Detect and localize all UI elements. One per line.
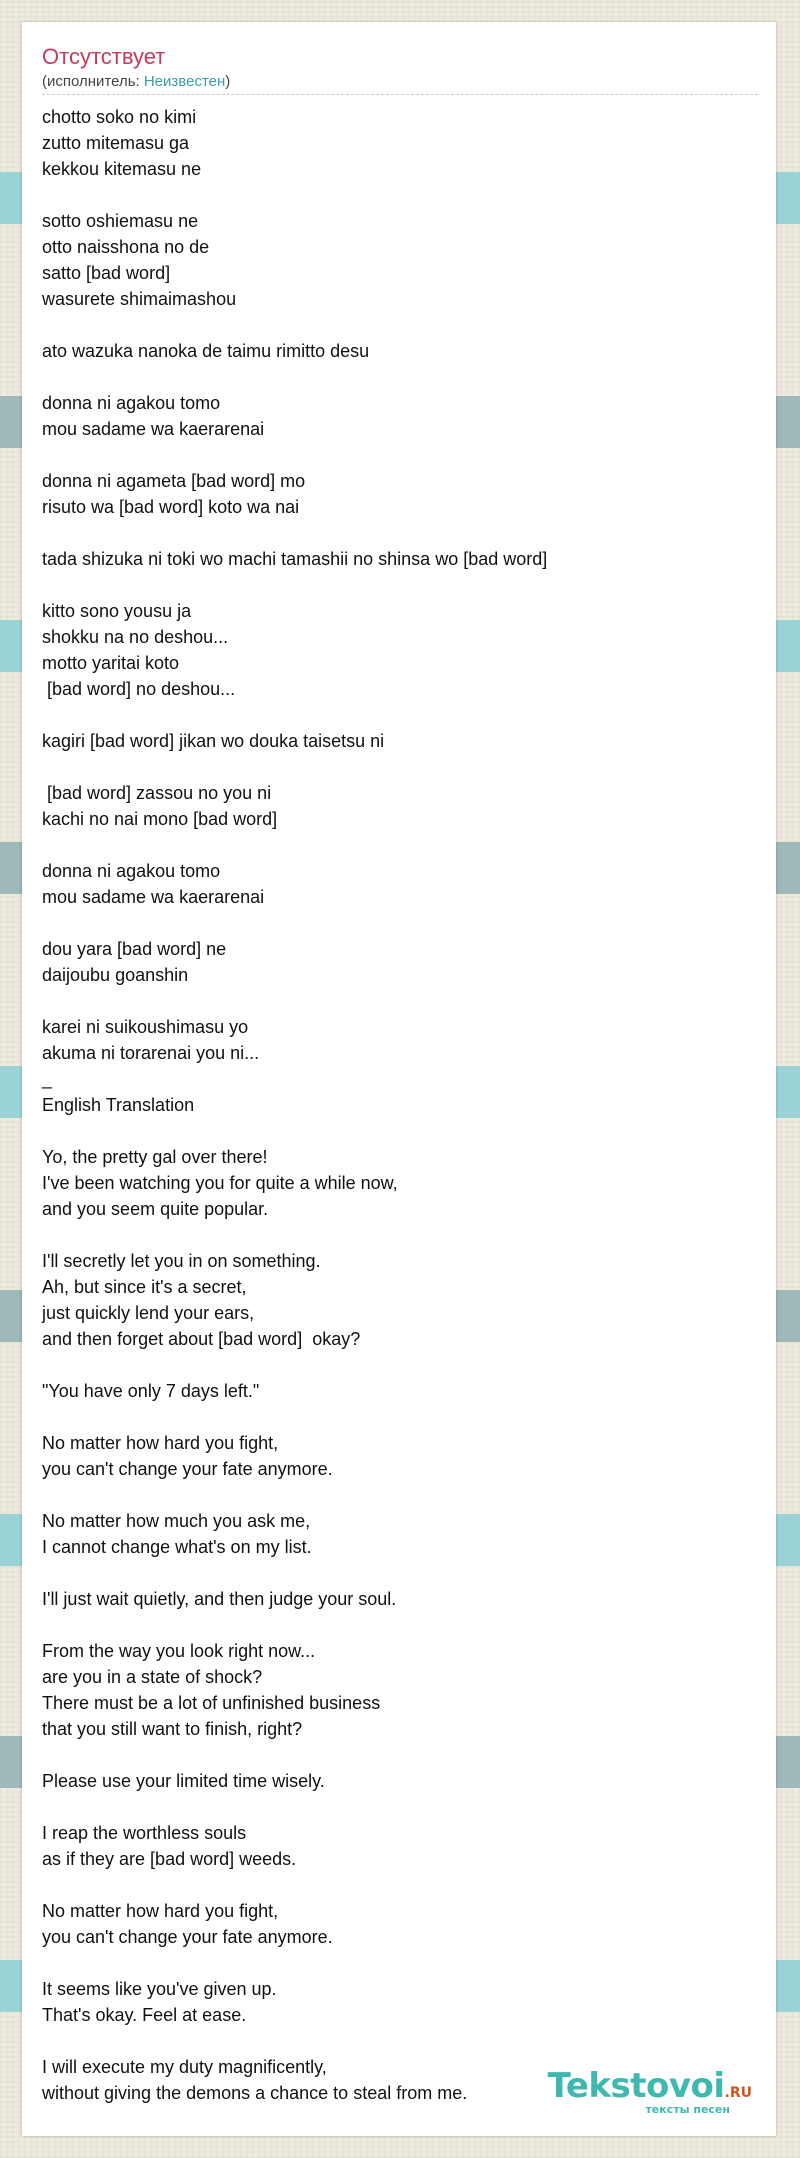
lyric-line: sotto oshiemasu ne — [42, 211, 199, 231]
lyric-line: [bad word] no deshou... — [42, 679, 236, 699]
lyric-line: Ah, but since it's a secret, — [42, 1277, 247, 1297]
lyric-line — [42, 1482, 742, 1508]
lyric-line: zutto mitemasu ga — [42, 133, 190, 153]
lyric-line: I'll secretly let you in on something. — [42, 1251, 321, 1271]
lyric-line: satto [bad word] — [42, 263, 171, 283]
lyric-line: Yo, the pretty gal over there! — [42, 1147, 268, 1167]
lyric-line: as if they are [bad word] weeds. — [42, 1849, 297, 1869]
lyric-line: [bad word] zassou no you ni — [42, 783, 272, 803]
lyric-line: you can't change your fate anymore. — [42, 1459, 333, 1479]
lyric-line: akuma ni torarenai you ni... — [42, 1043, 260, 1063]
lyric-line: that you still want to finish, right? — [42, 1719, 303, 1739]
lyric-line — [42, 1872, 742, 1898]
lyric-line: No matter how hard you fight, — [42, 1433, 279, 1453]
lyric-line — [42, 2028, 742, 2054]
lyric-line: I reap the worthless souls — [42, 1823, 247, 1843]
artist-line — [42, 72, 230, 92]
lyric-line: _ — [42, 1069, 53, 1089]
site-logo[interactable] — [548, 2068, 752, 2118]
lyric-line — [42, 1118, 742, 1144]
lyric-line: English Translation — [42, 1095, 195, 1115]
lyric-line: without giving the demons a chance to steal from me. — [42, 2083, 468, 2103]
lyric-line: mou sadame wa kaerarenai — [42, 887, 265, 907]
lyric-line: tada shizuka ni toki wo machi tamashii no shinsa wo [bad word] — [42, 549, 548, 569]
lyric-line — [42, 1612, 742, 1638]
lyric-line — [42, 832, 742, 858]
lyric-line: motto yaritai koto — [42, 653, 180, 673]
lyric-line: kitto sono yousu ja — [42, 601, 192, 621]
lyrics-card — [22, 22, 776, 2136]
lyric-line: That's okay. Feel at ease. — [42, 2005, 247, 2025]
lyric-line: mou sadame wa kaerarenai — [42, 419, 265, 439]
lyric-line — [42, 988, 742, 1014]
lyric-line — [42, 1352, 742, 1378]
lyric-line: Please use your limited time wisely. — [42, 1771, 325, 1791]
lyric-line — [42, 312, 742, 338]
lyric-line — [42, 364, 742, 390]
logo-wordmark: Tekstovoi — [547, 2066, 725, 2106]
artist-suffix: ) — [225, 73, 231, 90]
lyric-line: shokku na no deshou... — [42, 627, 229, 647]
artist-link[interactable]: Неизвестен — [143, 73, 226, 90]
logo-domain: .RU — [724, 2085, 752, 2101]
lyric-line: ato wazuka nanoka de taimu rimitto desu — [42, 341, 370, 361]
lyric-line: kachi no nai mono [bad word] — [42, 809, 278, 829]
lyric-line — [42, 702, 742, 728]
lyric-line: and you seem quite popular. — [42, 1199, 269, 1219]
artist-prefix: (исполнитель: — [42, 73, 144, 90]
lyric-line — [42, 1794, 742, 1820]
lyric-line: From the way you look right now... — [42, 1641, 316, 1661]
lyric-line: kekkou kitemasu ne — [42, 159, 202, 179]
lyric-line: risuto wa [bad word] koto wa nai — [42, 497, 300, 517]
lyric-line — [42, 442, 742, 468]
lyric-line: wasurete shimaimashou — [42, 289, 237, 309]
lyric-line: just quickly lend your ears, — [42, 1303, 255, 1323]
lyric-line — [42, 1742, 742, 1768]
lyric-line: I'll just wait quietly, and then judge your soul. — [42, 1589, 397, 1609]
lyric-line — [42, 520, 742, 546]
song-title: Отсутствует — [42, 44, 166, 69]
lyric-line — [42, 910, 742, 936]
song-header — [42, 42, 758, 95]
lyric-line: No matter how much you ask me, — [42, 1511, 311, 1531]
lyric-line — [42, 1950, 742, 1976]
lyric-line: I've been watching you for quite a while now, — [42, 1173, 398, 1193]
lyrics-body — [42, 104, 742, 2106]
lyric-line: are you in a state of shock? — [42, 1667, 263, 1687]
lyric-line — [42, 182, 742, 208]
lyric-line: chotto soko no kimi — [42, 107, 197, 127]
lyric-line: It seems like you've given up. — [42, 1979, 277, 1999]
lyric-line: "You have only 7 days left." — [42, 1381, 260, 1401]
lyric-line: donna ni agakou tomo — [42, 861, 221, 881]
lyric-line: donna ni agameta [bad word] mo — [42, 471, 306, 491]
lyric-line: otto naisshona no de — [42, 237, 210, 257]
lyric-line — [42, 572, 742, 598]
lyric-line — [42, 1404, 742, 1430]
lyric-line: daijoubu goanshin — [42, 965, 189, 985]
lyric-line — [42, 1222, 742, 1248]
lyric-line: I will execute my duty magnificently, — [42, 2057, 327, 2077]
lyric-line: karei ni suikoushimasu yo — [42, 1017, 249, 1037]
lyric-line — [42, 1560, 742, 1586]
lyric-line: donna ni agakou tomo — [42, 393, 221, 413]
lyric-line: kagiri [bad word] jikan wo douka taisetsu ni — [42, 731, 385, 751]
lyric-line: No matter how hard you fight, — [42, 1901, 279, 1921]
logo-tagline: тексты песен — [645, 2103, 730, 2116]
lyric-line: There must be a lot of unfinished business — [42, 1693, 381, 1713]
lyric-line: dou yara [bad word] ne — [42, 939, 227, 959]
lyric-line: and then forget about [bad word] okay? — [42, 1329, 361, 1349]
lyric-line: I cannot change what's on my list. — [42, 1537, 312, 1557]
lyric-line — [42, 754, 742, 780]
lyric-line: you can't change your fate anymore. — [42, 1927, 333, 1947]
